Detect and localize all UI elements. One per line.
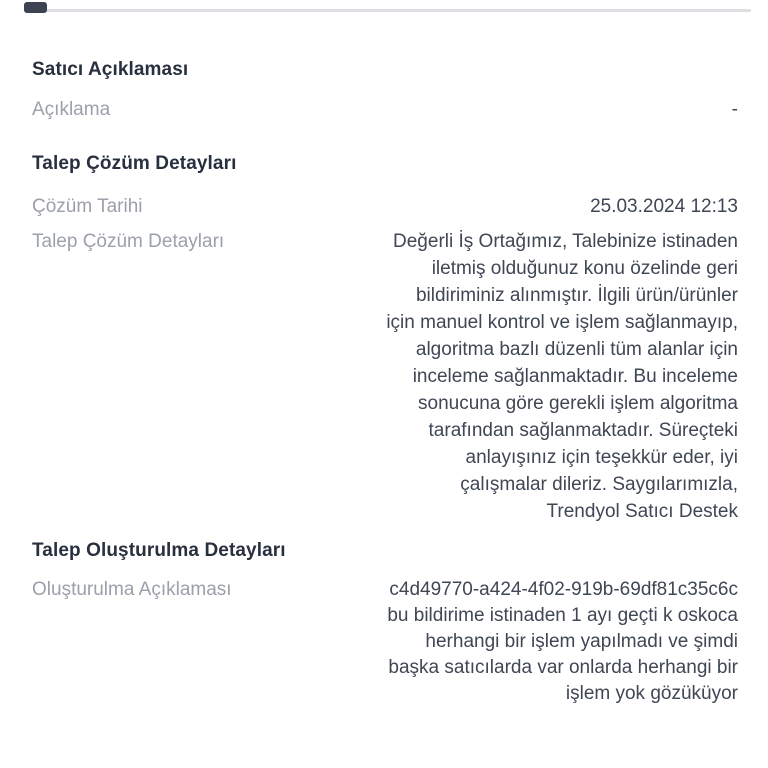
- section-title-talep-olusturulma-detaylari: Talep Oluşturulma Detayları: [32, 540, 286, 561]
- section-title-talep-cozum-detaylari: Talep Çözüm Detayları: [32, 153, 237, 174]
- value-olusturulma-aciklamasi: c4d49770-a424-4f02-919b-69df81c35c6c bu bildirime istinaden 1 ayı geçti k oskoca herhangi bir işlem yapılmadı ve şimdi başka satıcılarda var onlarda herhangi bir işlem yok gözüküyor: [387, 579, 738, 704]
- detail-content: [0, 57, 768, 707]
- section-title-satici-aciklamasi: Satıcı Açıklaması: [32, 59, 189, 80]
- top-scroll-indicator: [24, 2, 47, 13]
- row-olusturulma-aciklamasi: [32, 577, 738, 707]
- row-cozum-tarihi: [32, 193, 738, 220]
- label-talep-cozum-detaylari: Talep Çözüm Detayları: [32, 231, 225, 252]
- label-olusturulma-aciklamasi: Oluşturulma Açıklaması: [32, 579, 232, 600]
- value-cozum-tarihi: 25.03.2024 12:13: [590, 196, 738, 217]
- value-aciklama: -: [731, 99, 738, 120]
- row-talep-cozum-detaylari: [32, 228, 738, 525]
- row-aciklama: [32, 96, 738, 123]
- top-strip: [0, 0, 768, 13]
- top-divider-line: [26, 9, 751, 12]
- value-talep-cozum-detaylari: Değerli İş Ortağımız, Talebinize istinaden iletmiş olduğunuz konu özelinde geri bildiriminiz alınmıştır. İlgili ürün/ürünler için manuel kontrol ve işlem sağlanmayıp, algoritma bazlı düzenli tüm alanlar için inceleme sağlanmaktadır. Bu inceleme sonucuna göre gerekli işlem algoritma tarafından sağlanmaktadır. Süreçteki anlayışınız için teşekkür eder, iyi çalışmalar dileriz. Saygılarımızla, Trendyol Satıcı Destek: [386, 231, 738, 522]
- label-cozum-tarihi: Çözüm Tarihi: [32, 196, 143, 217]
- label-aciklama: Açıklama: [32, 99, 111, 120]
